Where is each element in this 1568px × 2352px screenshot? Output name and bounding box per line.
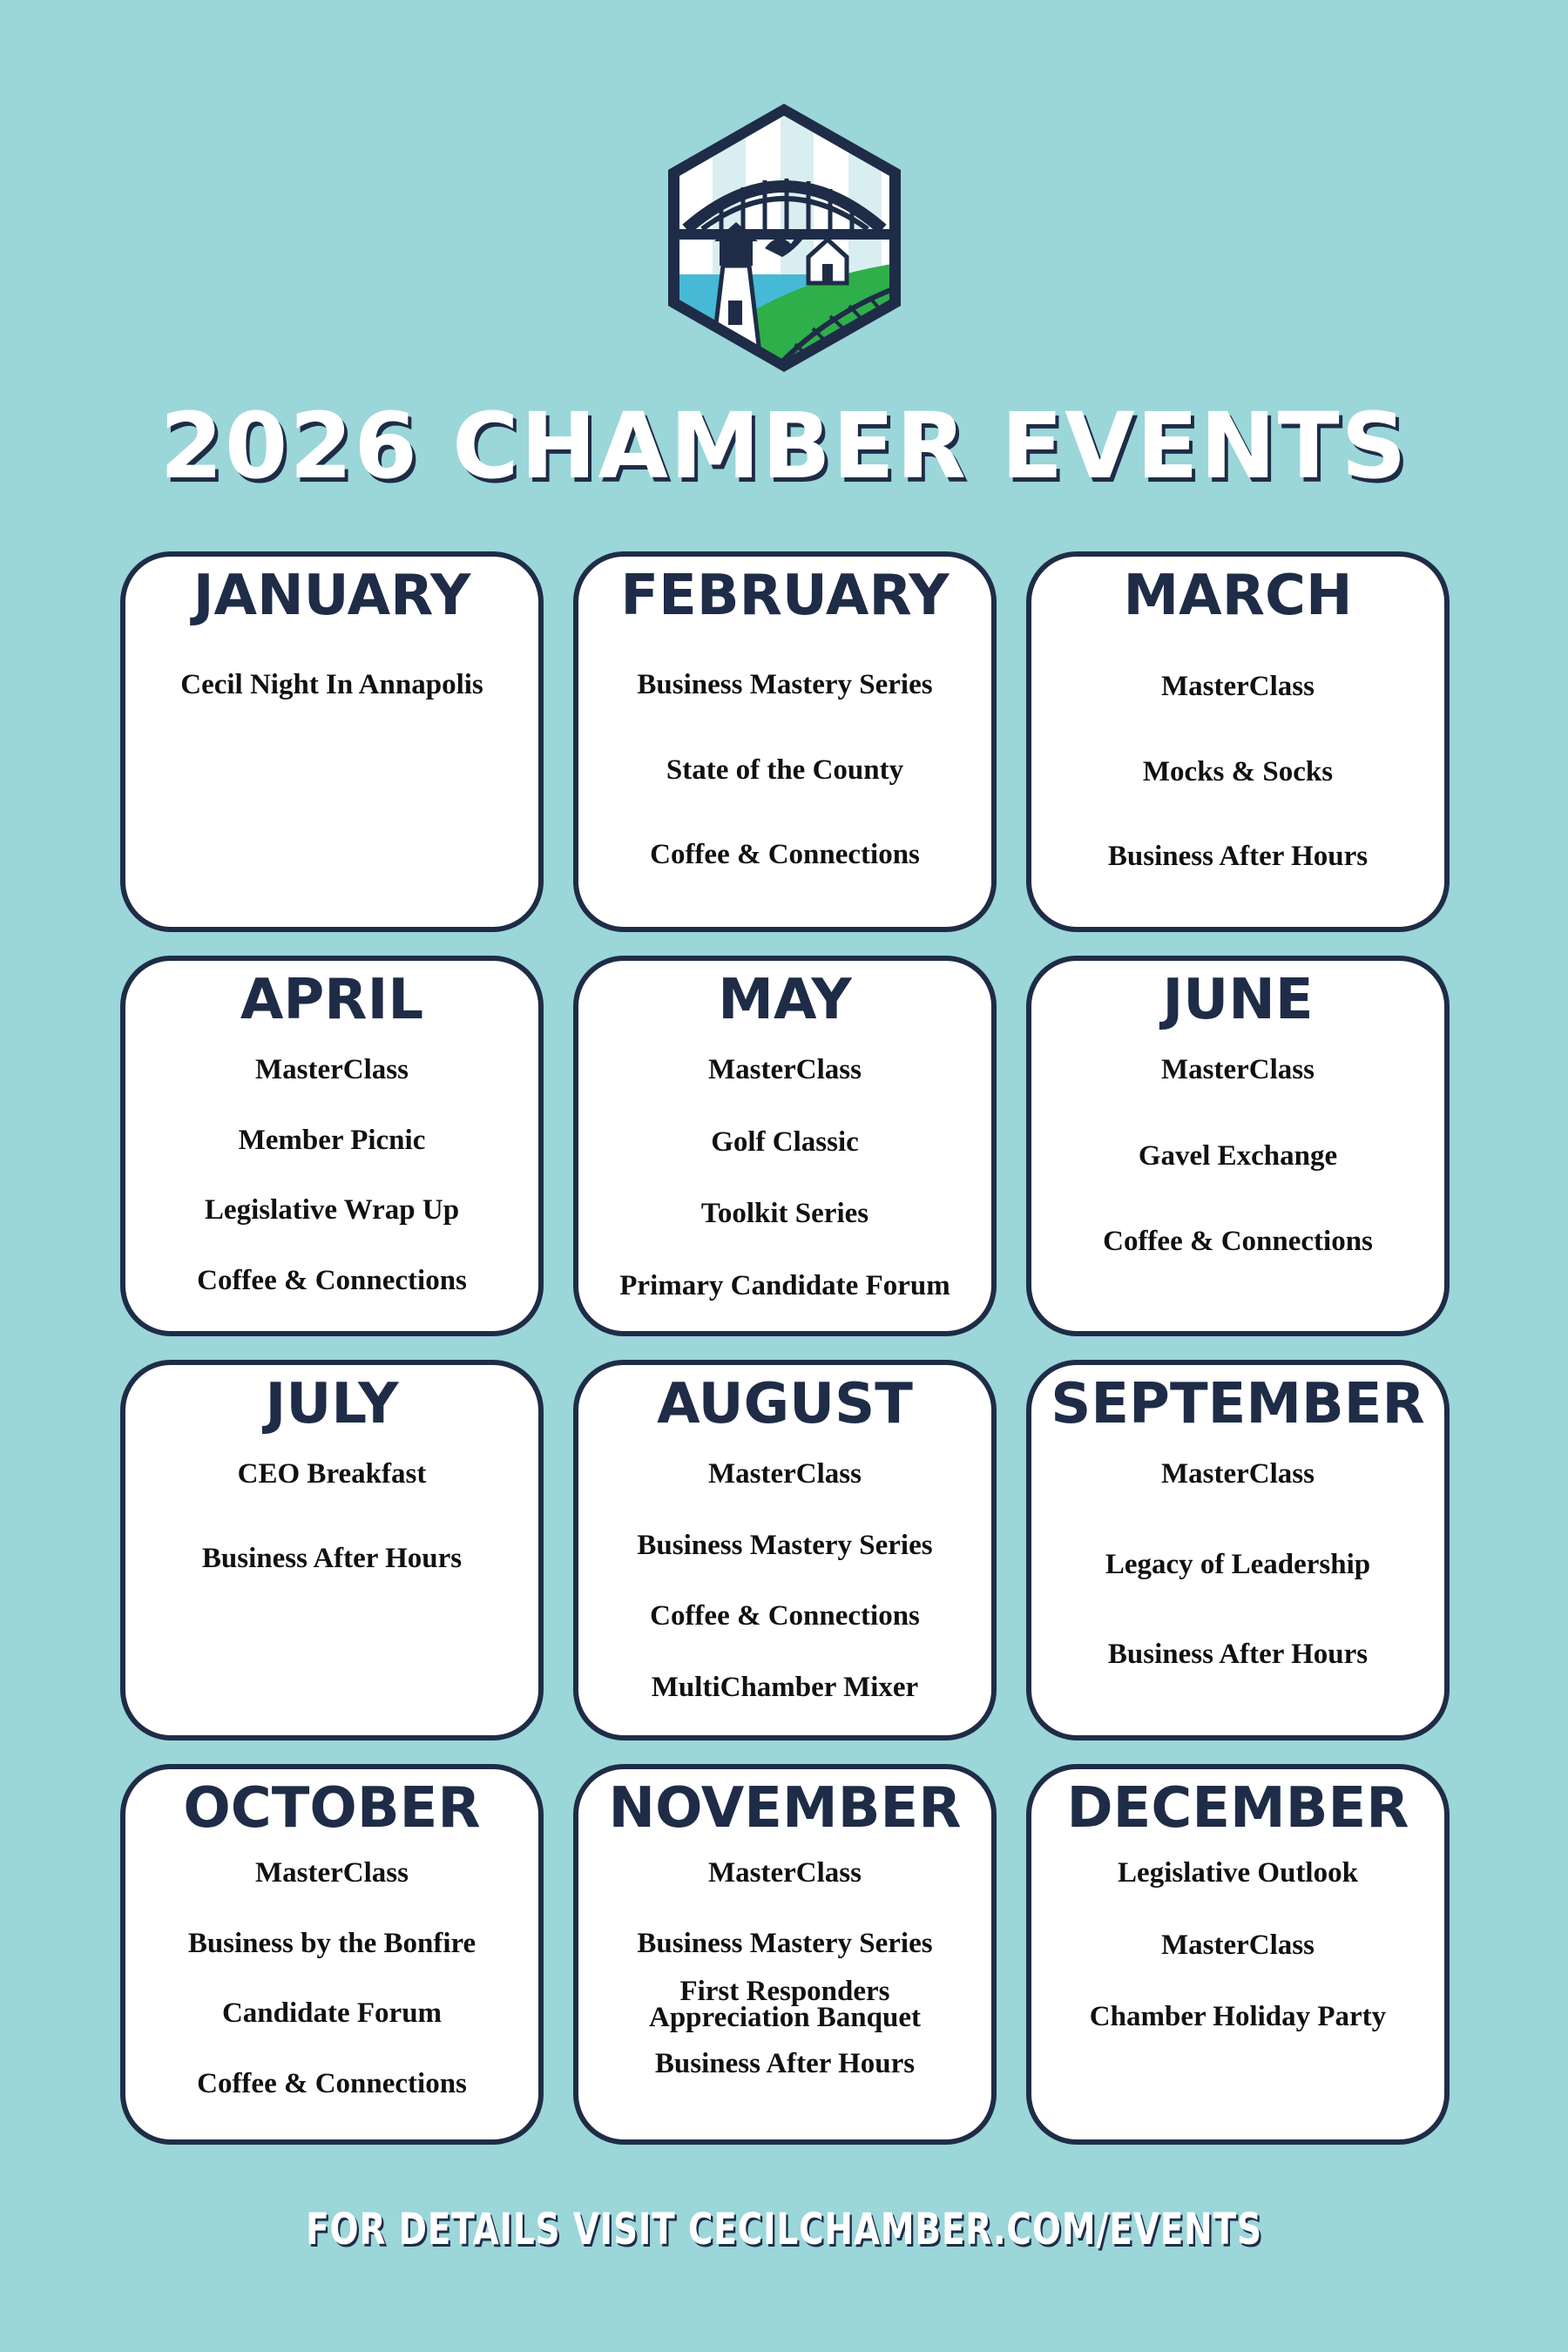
event-item: Business Mastery Series [637, 1927, 933, 1959]
event-item: MasterClass [255, 1857, 409, 1889]
event-item: Member Picnic [238, 1124, 426, 1156]
event-item: Chamber Holiday Party [1089, 2001, 1387, 2033]
event-item: MultiChamber Mixer [651, 1671, 919, 1703]
month-card-july [120, 1360, 544, 1740]
event-item: Coffee & Connections [650, 839, 920, 871]
event-item: Coffee & Connections [650, 1600, 920, 1632]
event-item: CEO Breakfast [237, 1458, 427, 1490]
event-item: MasterClass [708, 1458, 862, 1490]
event-item: MasterClass [1161, 1929, 1315, 1961]
month-title: JANUARY [193, 564, 471, 628]
event-item: Business After Hours [1107, 841, 1369, 873]
month-card-january [120, 551, 544, 932]
event-item: Legislative Outlook [1118, 1857, 1358, 1889]
event-item: Cecil Night In Annapolis [180, 669, 483, 700]
footer-details-link[interactable]: FOR DETAILS VISIT CECILCHAMBER.COM/EVENTS [306, 2204, 1262, 2254]
event-item: MasterClass [255, 1054, 409, 1085]
month-title: DECEMBER [1066, 1776, 1409, 1841]
event-item: Coffee & Connections [197, 2067, 467, 2099]
event-item: Primary Candidate Forum [619, 1269, 950, 1301]
events-calendar-grid [120, 551, 1450, 2145]
month-title: FEBRUARY [620, 564, 950, 628]
event-item: Business Mastery Series [637, 669, 933, 700]
month-title: MARCH [1123, 564, 1353, 628]
month-title: JUNE [1162, 968, 1314, 1032]
month-title: JULY [265, 1372, 399, 1436]
month-card-december [1026, 1764, 1450, 2145]
month-title: MAY [718, 968, 852, 1032]
event-item: Business After Hours [654, 2047, 916, 2079]
month-card-october [120, 1764, 544, 2145]
month-card-september [1026, 1360, 1450, 1740]
month-card-may [573, 956, 997, 1336]
event-item: Coffee & Connections [197, 1264, 467, 1296]
event-item: Candidate Forum [221, 1997, 443, 2030]
event-item: Legislative Wrap Up [204, 1194, 460, 1227]
event-item: Coffee & Connections [1103, 1226, 1373, 1258]
event-item: Business After Hours [201, 1542, 463, 1574]
month-card-november [573, 1764, 997, 2145]
chamber-logo [660, 100, 909, 375]
event-item: Business After Hours [1107, 1639, 1369, 1671]
event-item: MasterClass [1161, 1054, 1315, 1085]
month-title: OCTOBER [183, 1776, 481, 1841]
event-item: Business by the Bonfire [187, 1927, 476, 1959]
month-title: APRIL [240, 968, 424, 1032]
month-card-june [1026, 956, 1450, 1336]
event-item: Golf Classic [711, 1125, 859, 1158]
month-card-april [120, 956, 544, 1336]
page-title: 2026 CHAMBER EVENTS [159, 393, 1409, 499]
event-item: First Responders Appreciation Banquet [648, 1976, 922, 2033]
month-title: SEPTEMBER [1051, 1372, 1425, 1436]
event-item: MasterClass [708, 1054, 862, 1085]
event-item: Toolkit Series [700, 1198, 869, 1230]
event-item: Legacy of Leadership [1105, 1548, 1371, 1580]
month-card-february [573, 551, 997, 932]
month-title: AUGUST [657, 1372, 913, 1436]
event-item: MasterClass [1161, 1458, 1315, 1490]
event-item: MasterClass [708, 1857, 862, 1889]
event-item: Business Mastery Series [637, 1529, 933, 1561]
event-item: MasterClass [1161, 671, 1315, 702]
month-card-march [1026, 551, 1450, 932]
event-item: Mocks & Socks [1142, 755, 1334, 787]
month-title: NOVEMBER [608, 1776, 962, 1841]
event-item: State of the County [666, 754, 904, 786]
month-card-august [573, 1360, 997, 1740]
event-item: Gavel Exchange [1138, 1139, 1338, 1172]
